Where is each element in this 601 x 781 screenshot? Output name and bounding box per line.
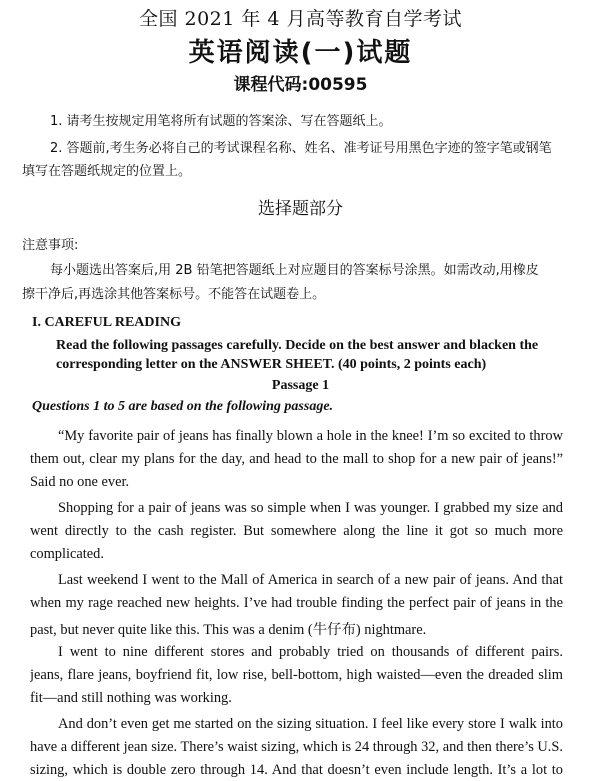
instruction-item-2-line-2: 填写在答题纸规定的位置上。 (22, 164, 192, 179)
subject-title: 英语阅读(一)试题 (188, 38, 413, 68)
notice-line-2: 擦干净后,再选涂其他答案标号。不能答在试题卷上。 (22, 287, 326, 302)
passage-line: Said no one ever. (30, 474, 130, 490)
notice-label: 注意事项: (22, 238, 79, 253)
questions-note: Questions 1 to 5 are based on the following passage. (32, 399, 334, 414)
passage-label: Passage 1 (271, 378, 330, 393)
passage-line: jeans, flare jeans, boyfriend fit, low rise, bell-bottom, high waisted—even the dreaded slim (30, 667, 563, 683)
part-heading: I. CAREFUL READING (32, 315, 181, 330)
part-instruction-line-1: Read the following passages carefully. Decide on the best answer and blacken the (56, 338, 539, 353)
instruction-item-2-line-1: 2. 答题前,考生务必将自己的考试课程名称、姓名、准考证号用黑色字迹的签字笔或钢笔 (50, 141, 552, 156)
course-code: 课程代码:00595 (233, 75, 368, 95)
passage-line: have a different jean size. There’s waist sizing, which is 24 through 32, and then there’s U.S. (30, 739, 563, 755)
passage-line: sizing, which is double zero through 14. And that doesn’t even include length. It’s a lot to (30, 762, 563, 778)
passage-line: Last weekend I went to the Mall of America in search of a new pair of jeans. And that (58, 572, 563, 588)
passage-line: past, but never quite like this. This was a denim (牛仔布) nightmare. (30, 622, 427, 638)
passage-line: And don’t even get me started on the sizing situation. I feel like every store I walk into (58, 716, 563, 732)
passage-line: them out, clear my plans for the day, and head to the mall to shop for a new pair of jeans!” (30, 451, 563, 467)
passage-line: “My favorite pair of jeans has finally blown a hole in the knee! I’m so excited to throw (58, 428, 563, 444)
passage-line: fit—and still nothing was working. (30, 690, 232, 706)
passage-line: I went to nine different stores and probably tried on thousands of different pairs. (58, 644, 563, 660)
exam-title: 全国 2021 年 4 月高等教育自学考试 (138, 8, 463, 30)
part-instruction-line-2: corresponding letter on the ANSWER SHEET. (40 points, 2 points each) (56, 357, 487, 372)
passage-line: when my rage reached new heights. I’ve had trouble finding the perfect pair of jeans in the (30, 595, 563, 611)
section-heading: 选择题部分 (258, 199, 343, 219)
passage-line: Shopping for a pair of jeans was so simple when I was younger. I grabbed my size and (58, 500, 563, 516)
passage-line: went directly to the cash register. But somewhere along the line it got so much more (30, 523, 563, 539)
notice-line-1: 每小题选出答案后,用 2B 铅笔把答题纸上对应题目的答案标号涂黑。如需改动,用橡皮 (50, 263, 539, 278)
passage-line: complicated. (30, 546, 104, 562)
instruction-item-1: 1. 请考生按规定用笔将所有试题的答案涂、写在答题纸上。 (50, 114, 392, 129)
